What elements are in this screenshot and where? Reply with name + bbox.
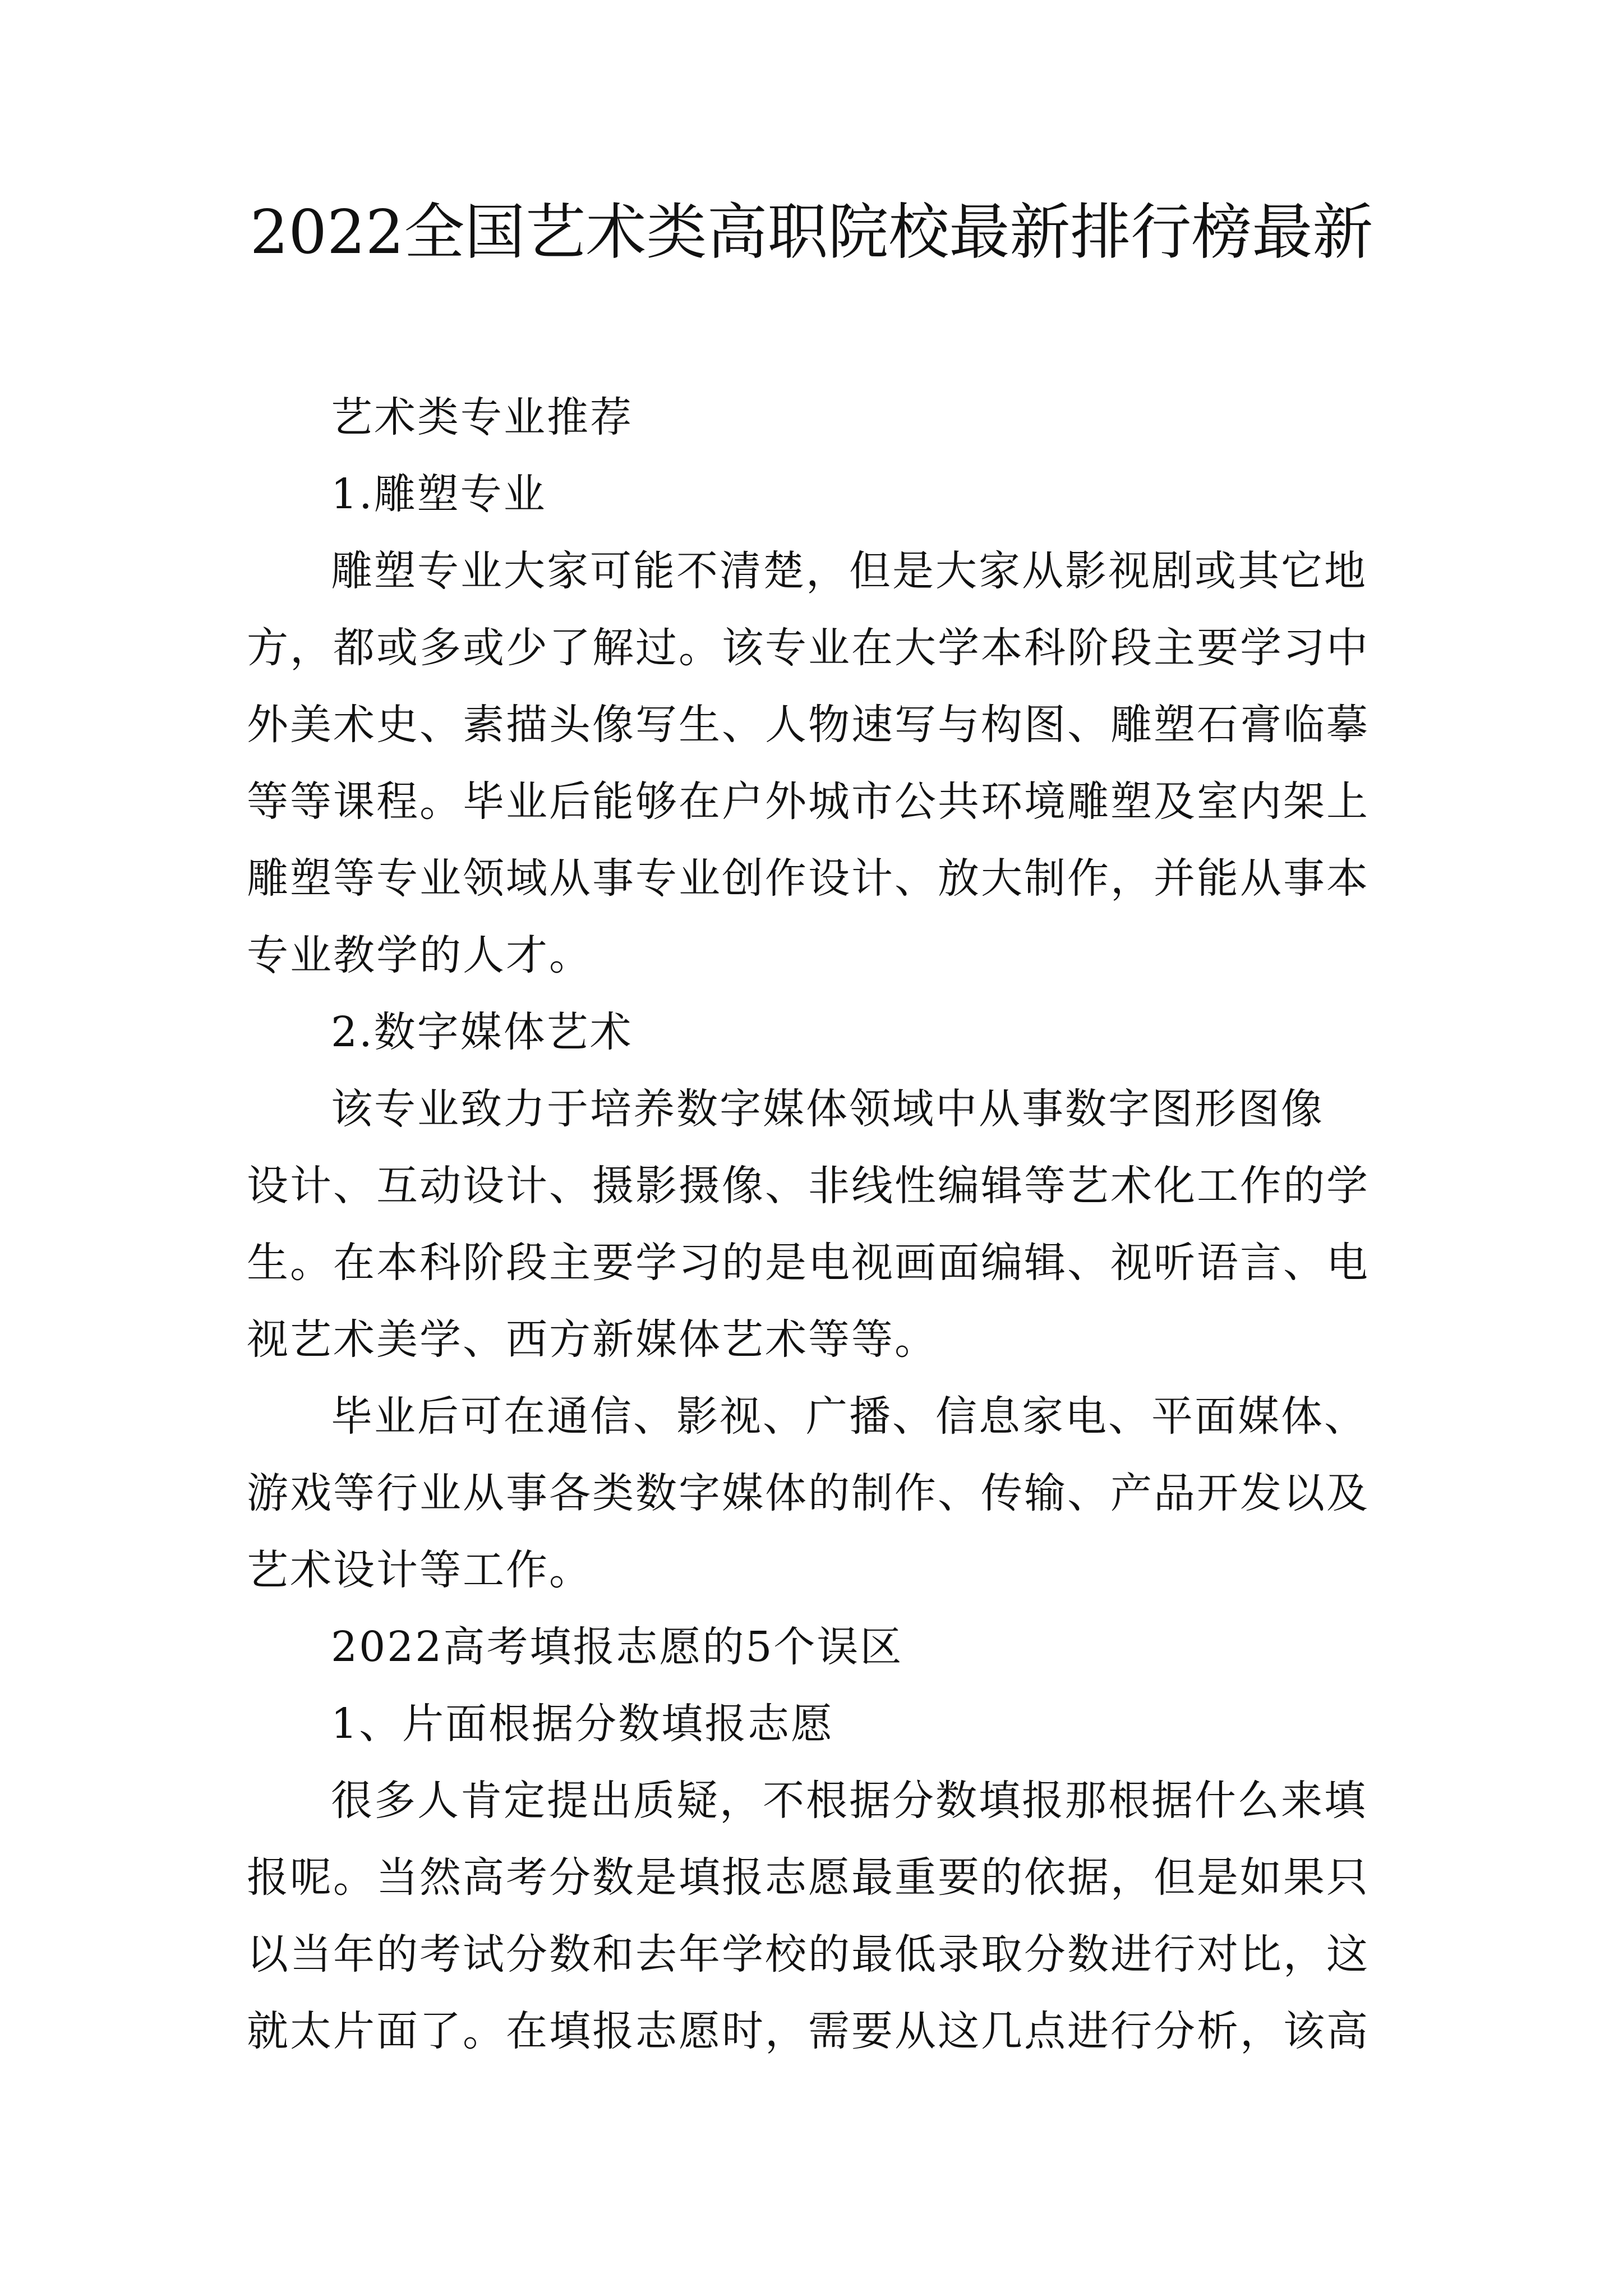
paragraph-line: 以当年的考试分数和去年学校的最低录取分数进行对比，这 — [247, 1930, 1370, 1978]
paragraph-line: 雕塑专业大家可能不清楚，但是大家从影视剧或其它地 — [331, 547, 1367, 595]
paragraph-line: 游戏等行业从事各类数字媒体的制作、传输、产品开发以及 — [247, 1469, 1370, 1517]
paragraph-line: 雕塑等专业领域从事专业创作设计、放大制作，并能从事本 — [247, 854, 1370, 903]
paragraph-line: 视艺术美学、西方新媒体艺术等等。 — [247, 1315, 938, 1364]
paragraph-line: 设计、互动设计、摄影摄像、非线性编辑等艺术化工作的学 — [247, 1162, 1370, 1210]
section-heading: 2022高考填报志愿的5个误区 — [331, 1623, 903, 1671]
subsection-heading: 2.数字媒体艺术 — [331, 1008, 633, 1056]
paragraph-line: 该专业致力于培养数字媒体领域中从事数字图形图像 — [331, 1085, 1324, 1133]
document-title: 2022全国艺术类高职院校最新排行榜最新 — [250, 197, 1373, 268]
paragraph-line: 等等课程。毕业后能够在户外城市公共环境雕塑及室内架上 — [247, 777, 1370, 826]
paragraph-line: 生。在本科阶段主要学习的是电视画面编辑、视听语言、电 — [247, 1239, 1370, 1287]
paragraph-line: 外美术史、素描头像写生、人物速写与构图、雕塑石膏临摹 — [247, 701, 1370, 749]
paragraph-line: 方，都或多或少了解过。该专业在大学本科阶段主要学习中 — [247, 624, 1370, 672]
paragraph-line: 很多人肯定提出质疑，不根据分数填报那根据什么来填 — [331, 1777, 1367, 1825]
paragraph-line: 艺术设计等工作。 — [247, 1546, 592, 1594]
subsection-heading: 1.雕塑专业 — [331, 470, 547, 518]
paragraph-line: 就太片面了。在填报志愿时，需要从这几点进行分析，该高 — [247, 2007, 1370, 2055]
paragraph-line: 毕业后可在通信、影视、广播、信息家电、平面媒体、 — [331, 1392, 1367, 1441]
paragraph-line: 专业教学的人才。 — [247, 931, 592, 979]
paragraph-line: 报呢。当然高考分数是填报志愿最重要的依据，但是如果只 — [247, 1853, 1370, 1902]
subsection-heading: 1、片面根据分数填报志愿 — [331, 1700, 834, 1748]
section-heading: 艺术类专业推荐 — [331, 393, 633, 441]
document-body — [247, 379, 1396, 2070]
